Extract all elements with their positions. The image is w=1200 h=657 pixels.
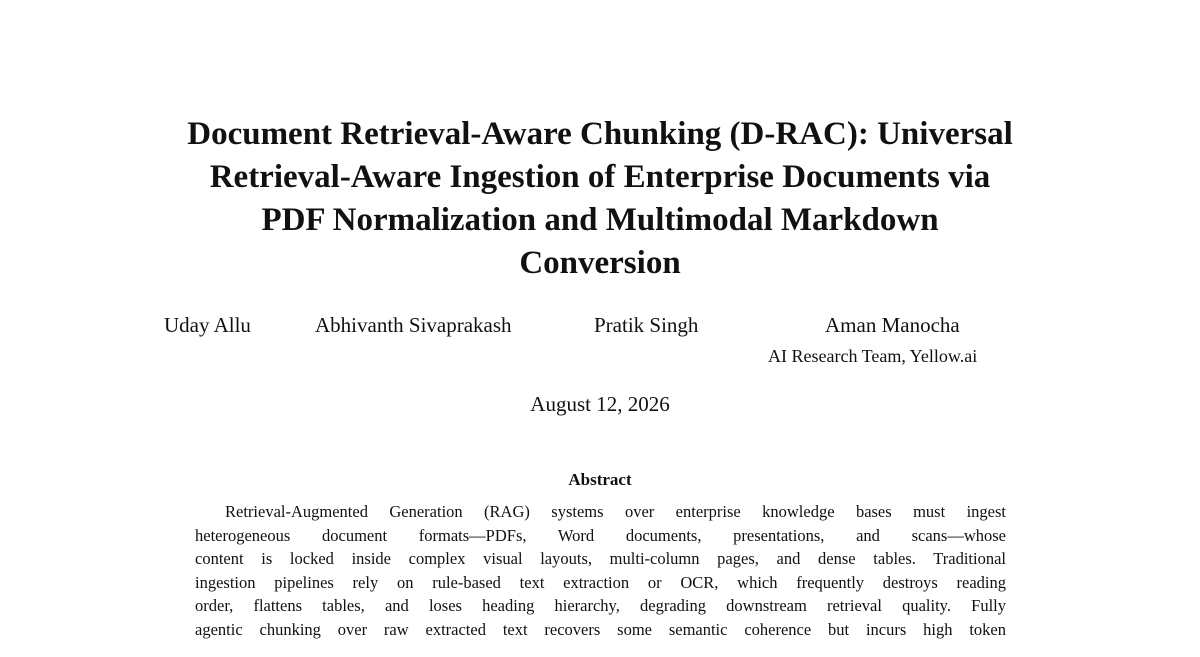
abstract-line: heterogeneous document formats—PDFs, Word documents, presentations, and scans—whose	[195, 525, 1006, 545]
abstract-body	[195, 500, 1006, 641]
author-name: Abhivanth Sivaprakash	[315, 313, 512, 337]
author-name: Pratik Singh	[594, 313, 699, 337]
abstract-line: agentic chunking over raw extracted text recovers some semantic coherence but incurs high token	[195, 619, 1006, 639]
title-line: Document Retrieval-Aware Chunking (D-RAC): Universal	[187, 116, 1013, 152]
title-line: Retrieval-Aware Ingestion of Enterprise Documents via	[209, 159, 991, 195]
abstract-line: order, flattens tables, and loses heading hierarchy, degrading downstream retrieval quality. Fully	[195, 596, 1006, 615]
abstract-heading: Abstract	[568, 470, 632, 489]
abstract-line: ingestion pipelines rely on rule-based text extraction or OCR, which frequently destroys reading	[195, 572, 1006, 592]
abstract-line: Retrieval-Augmented Generation (RAG) systems over enterprise knowledge bases must ingest	[225, 502, 1006, 521]
paper-date: August 12, 2026	[530, 392, 670, 416]
author-name: Uday Allu	[164, 313, 251, 337]
paper-title	[120, 113, 1080, 285]
author-name: Aman Manocha	[825, 313, 960, 337]
title-line: Conversion	[519, 245, 681, 281]
abstract-line: content is locked inside complex visual layouts, multi-column pages, and dense tables. Traditional	[195, 549, 1006, 568]
title-line: PDF Normalization and Multimodal Markdown	[261, 202, 939, 238]
author-affiliation: AI Research Team, Yellow.ai	[768, 346, 978, 366]
